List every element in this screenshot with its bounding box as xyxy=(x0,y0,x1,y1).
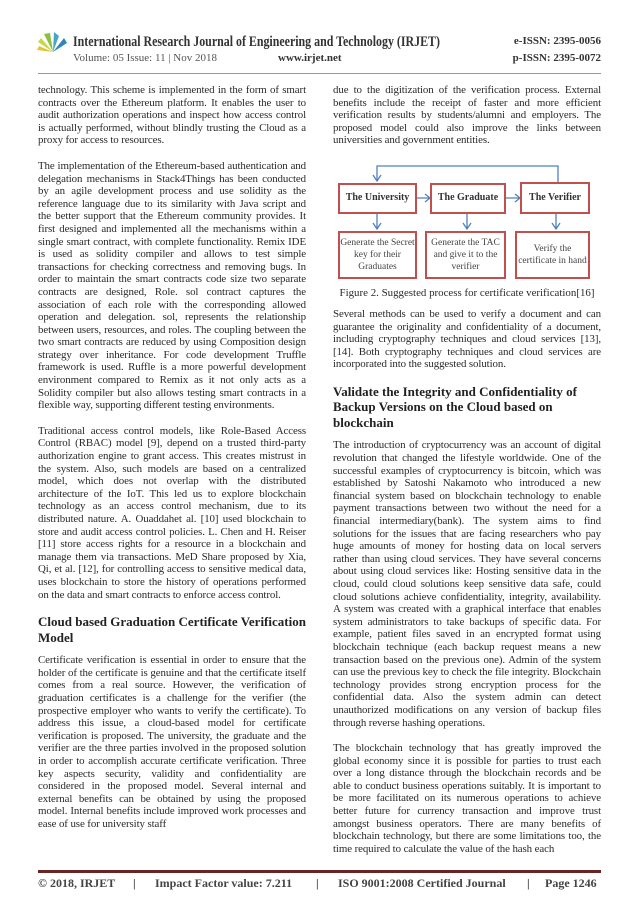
two-column-body xyxy=(38,84,601,868)
irjet-logo xyxy=(36,30,70,64)
figure-2-diagram xyxy=(333,158,601,284)
p-issn: p-ISSN: 2395-0072 xyxy=(512,52,601,64)
arrow-right-icon xyxy=(417,194,430,202)
paragraph: Traditional access control models, like Role-Based Access Control (RBAC) model [9], depend on a trusted third-party authorization engine to grant access. This creates mistrust in the system. Also, such models are based on a centralized model, which does not overlap with the distributed architecture of the IoT. This led us to explore blockchain technology as an access control mechanism, due to its distributed nature. A. Ouaddahet al. [10] used blockchain to store and audit access control policies. L. Chen and H. Reiser [11] store access rights for a resource in a blockchain and manage them via transactions. MeD Share proposed by Xia, Qi, et al. [12], for controlling access to sensitive medical data, uses blockchain to store the history of operations performed on the data and smart contracts to enforce access control. xyxy=(38,424,306,601)
left-column xyxy=(38,84,306,868)
arrow-down-icon xyxy=(373,214,381,229)
box-generate-tac: Generate the TAC and give it to the verifier xyxy=(425,231,506,279)
footer-separator: | xyxy=(133,876,136,891)
website-link[interactable]: www.irjet.net xyxy=(278,52,342,64)
e-issn: e-ISSN: 2395-0056 xyxy=(513,35,601,47)
arrow-right-icon xyxy=(506,194,520,202)
arrow-down-icon xyxy=(463,214,471,229)
feedback-arrow xyxy=(377,166,558,183)
arrow-down-icon xyxy=(552,214,560,229)
paragraph: Certificate verification is essential in order to ensure that the holder of the certificate is genuine and that the certificate itself comes from a real source. However, the verification of graduation certificates is a challenge for the verifier (the prospective employer who wants to verify the certificate). To address this issue, a cloud-based model for certificate verification is proposed. The university, the graduate and the verifier are the three parties involved in the proposed solution in order to accomplish accurate certificate verification. Three key aspects security, validity and confidentiality are considered in the proposed model. Several internal and external benefits can be obtained by using the proposed model. Internal benefits include improved work processes and ease of use for university staff xyxy=(38,654,306,830)
journal-title: International Research Journal of Engineering and Technology (IRJET) xyxy=(73,34,440,50)
paragraph: The implementation of the Ethereum-based authentication and delegation mechanisms in Stack4Things has been conducted by an agile development process and use solidity as the reference language due to its similarity with Java script and the better support that the Ethereum community provides. It first designed and implemented all the mechanisms within a single smart contract, with complete functionality. Remix IDE is used as solidity compiler and allows to test simple transactions for checking correctness and removing bugs. In order to maintain the smart contracts code size two separate contracts are designed, Role. sol contract captures the association of each role with the corresponding allowed operation and delegation. sol, represents the relationship between users, resources, and roles. The coupling between the two smart contracts are reduced by using Composition design strategy over inheritance. For code development Truffle framework is used. Ruffle is a more powerful development environment compared to Remix as it not only acts as a Solidity compiler but also allows testing smart contracts in a flexible way, supporting different testing environments. xyxy=(38,159,306,412)
right-column xyxy=(333,84,601,868)
footer-copyright: © 2018, IRJET xyxy=(38,876,116,891)
footer-iso: ISO 9001:2008 Certified Journal xyxy=(338,876,506,891)
figure-caption: Figure 2. Suggested process for certificate verification[16] xyxy=(339,286,595,299)
header-divider xyxy=(38,73,601,74)
paragraph: technology. This scheme is implemented in the form of smart contracts over the Ethereum platform. It enables the user to audit authorization operations and inspect how access control is actually performed, without blindly trusting the Cloud as a proxy for access to resources. xyxy=(38,84,306,147)
box-the-verifier: The Verifier xyxy=(520,182,590,214)
box-verify-certificate: Verify the certificate in hand xyxy=(515,231,590,279)
page-header xyxy=(0,0,638,73)
section-heading: Cloud based Graduation Certificate Verification Model xyxy=(38,614,306,645)
page-footer xyxy=(0,873,638,918)
box-generate-secret-key: Generate the Secret key for their Graduates xyxy=(338,231,417,279)
box-the-university: The University xyxy=(338,183,417,214)
footer-impact-factor: Impact Factor value: 7.211 xyxy=(155,876,293,891)
section-heading: Validate the Integrity and Confidentiality of Backup Versions on the Cloud based on blockchain xyxy=(333,383,577,430)
volume-info: Volume: 05 Issue: 11 | Nov 2018 xyxy=(73,52,217,64)
paragraph: Several methods can be used to verify a document and can guarantee the originality and confidentiality of a document, including cryptography techniques and cloud services [13], [14]. Both cryptography techniques and cloud services are incorporated into the suggested solution. xyxy=(333,307,601,371)
paragraph: due to the digitization of the verification process. External benefits include the receipt of faster and more efficient verification results by students/alumni and employers. The proposed model could also improve the links between universities and government entities. xyxy=(333,84,601,147)
paragraph: The introduction of cryptocurrency was an account of digital revolution that changed the lifestyle worldwide. One of the successful examples of cryptocurrency is bitcoin, which was established by Satoshi Nakamoto who introduced a new financial system based on blockchain technology to enable payment transactions between two without the need for a financial intermediary(bank). The system aims to find solutions for the issues that are facing researchers who pay huge amounts of money for hosting data on local servers rather than using cloud services. They have several concerns about using cloud services like: Hosting sensitive data in the cloud, could cloud solutions keep sensitive data safe, could cloud solutions achieve confidentiality, integrity, availability. A system was created with a graphical interface that enables system administrators to take backups of specific data. For example, patient files saved in an encrypted format using blockchain technique (each backup request means a new transaction based on the previous one). Admin of the system can use the previous key to check the file integrity. Blockchain technology provides strong encryption process for the confidential data. Also the system admin can detect unauthorized modifications on any version of backup files through reverse hashing operations. xyxy=(333,439,601,729)
logo-leaves-icon xyxy=(36,30,70,64)
footer-page-number: Page 1246 xyxy=(545,876,597,891)
footer-separator: | xyxy=(316,876,319,891)
paragraph: The blockchain technology that has greatly improved the global economy since it is possible for parties to trust each over a long distance through the blockchain records and be able to conduct business operations suitably. It is important to be more facilitated on its numerous operations to achieve better future for currency transaction and improve trust amongst business operators. There are many benefits of blockchain technology, but there are some limitations too, the time required to calculate the value of the hash each xyxy=(333,742,601,855)
footer-separator: | xyxy=(527,876,530,891)
box-the-graduate: The Graduate xyxy=(430,183,506,214)
